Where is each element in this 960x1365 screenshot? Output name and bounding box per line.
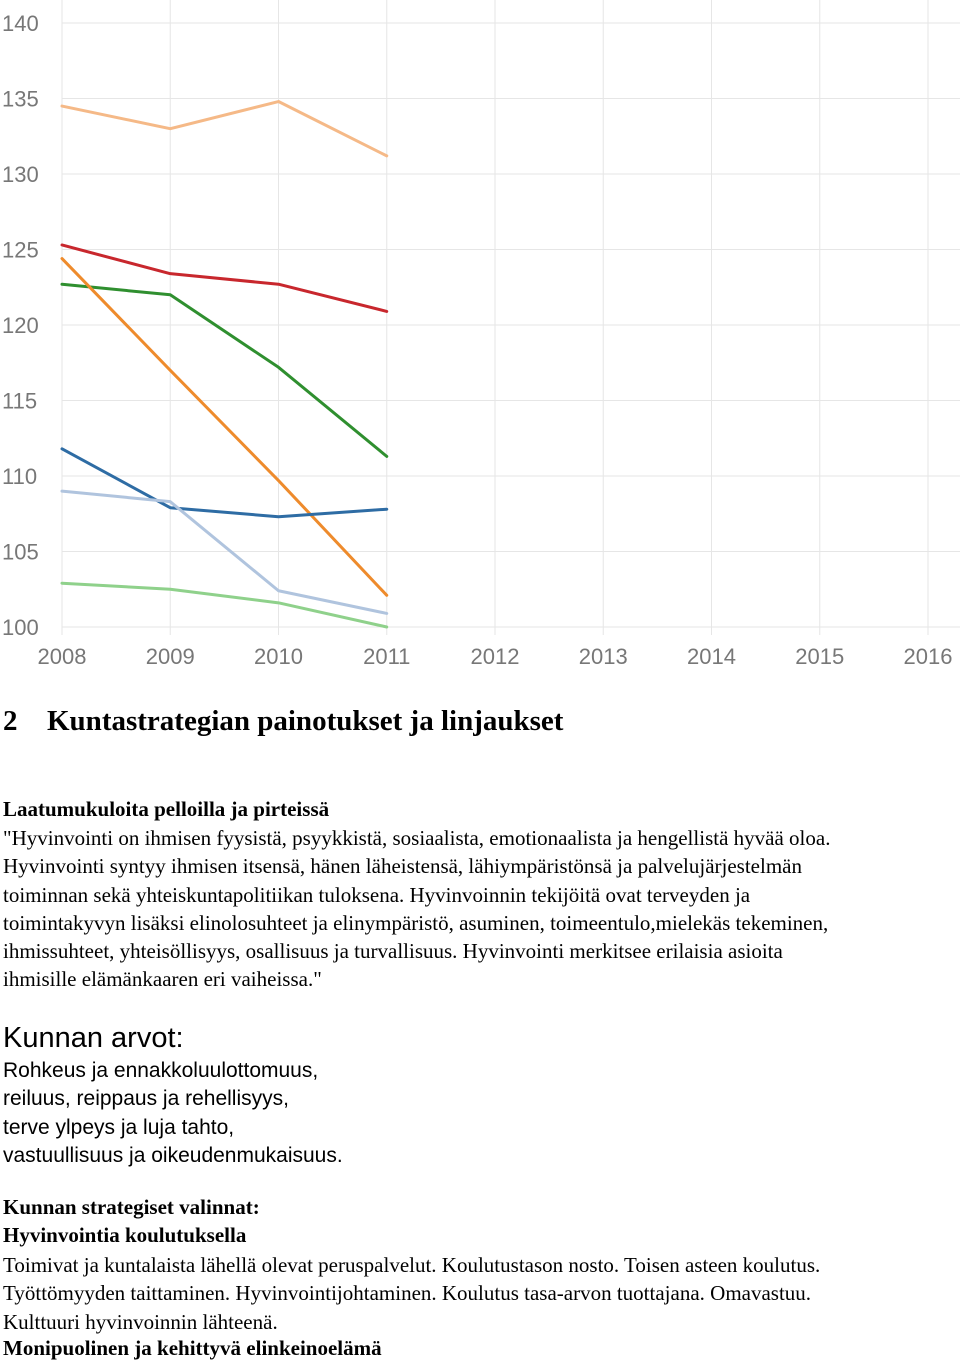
subsection-title: Laatumukuloita pelloilla ja pirteissä [3, 797, 330, 821]
value-item: reiluus, reippaus ja rehellisyys, [3, 1087, 289, 1111]
y-tick-label: 110 [2, 464, 38, 489]
chart-grid [62, 0, 960, 635]
x-tick-label: 2009 [145, 644, 195, 669]
y-tick-label: 130 [2, 162, 39, 187]
section-title: Kuntastrategian painotukset ja linjaukset [47, 705, 564, 737]
series-line [62, 245, 387, 311]
x-tick-label: 2015 [795, 644, 845, 669]
x-tick-label: 2008 [37, 644, 87, 669]
value-item: terve ylpeys ja luja tahto, [3, 1115, 235, 1139]
quote-line: "Hyvinvointi on ihmisen fyysistä, psyykkistä, sosiaalista, emotionaalista ja hengellistä hyvää oloa. [3, 826, 831, 850]
x-tick-label: 2016 [903, 644, 953, 669]
y-tick-label: 140 [2, 11, 39, 36]
quote-line: toimintakyvyn lisäksi elinolosuhteet ja elinympäristö, asuminen, toimeentulo,mielekäs tekeminen, [3, 910, 829, 935]
series-line [62, 449, 387, 517]
strategy-title: Kunnan strategiset valinnat: [3, 1195, 260, 1219]
y-tick-label: 100 [2, 615, 39, 640]
strategy1-line: Työttömyyden taittaminen. Hyvinvointijohtaminen. Koulutus tasa-arvon tuottajana. Omavastuu. [3, 1281, 812, 1306]
strategy1-line: Toimivat ja kuntalaista lähellä olevat peruspalvelut. Koulutustason nosto. Toisen asteen koulutus. [3, 1253, 821, 1277]
strategy1-title: Hyvinvointia koulutuksella [3, 1223, 247, 1247]
x-tick-label: 2014 [687, 644, 736, 669]
strategy2-title: Monipuolinen ja kehittyvä elinkeinoelämä [3, 1336, 382, 1360]
y-tick-label: 120 [2, 313, 39, 338]
chart-series [62, 102, 387, 627]
quote-line: ihmisille elämänkaaren eri vaiheissa." [3, 967, 322, 992]
strategy1-line: Kulttuuri hyvinvoinnin lähteenä. [3, 1309, 278, 1334]
y-axis-ticks [2, 11, 39, 640]
line-chart [0, 0, 960, 675]
x-tick-label: 2012 [470, 644, 520, 669]
value-item: Rohkeus ja ennakkoluulottomuus, [3, 1059, 319, 1082]
series-line [62, 102, 387, 156]
y-tick-label: 125 [2, 237, 39, 263]
value-item: vastuullisuus ja oikeudenmukaisuus. [3, 1143, 343, 1167]
quote-line: ihmissuhteet, yhteisöllisyys, osallisuus ja turvallisuus. Hyvinvointi merkitsee erilaisia asioita [3, 939, 783, 964]
quote-line: Hyvinvointi syntyy ihmisen itsensä, hänen läheistensä, lähiympäristönsä ja palvelujärjestelmän [3, 854, 802, 879]
series-line [62, 583, 387, 627]
values-title: Kunnan arvot: [3, 1022, 184, 1054]
section-number: 2 [3, 705, 18, 737]
section-heading [3, 705, 563, 738]
x-tick-label: 2013 [578, 644, 628, 669]
values-list [3, 1057, 343, 1170]
x-tick-label: 2010 [254, 644, 303, 669]
wellbeing-quote [3, 824, 953, 994]
y-tick-label: 135 [2, 86, 39, 112]
y-tick-label: 105 [2, 539, 39, 565]
strategy1-text [3, 1251, 953, 1336]
x-tick-label: 2011 [363, 644, 411, 669]
quote-line: toiminnan sekä yhteiskuntapolitiikan tuloksena. Hyvinvoinnin tekijöitä ovat terveyden ja [3, 882, 751, 907]
x-axis-ticks [38, 644, 953, 669]
y-tick-label: 115 [2, 388, 38, 414]
